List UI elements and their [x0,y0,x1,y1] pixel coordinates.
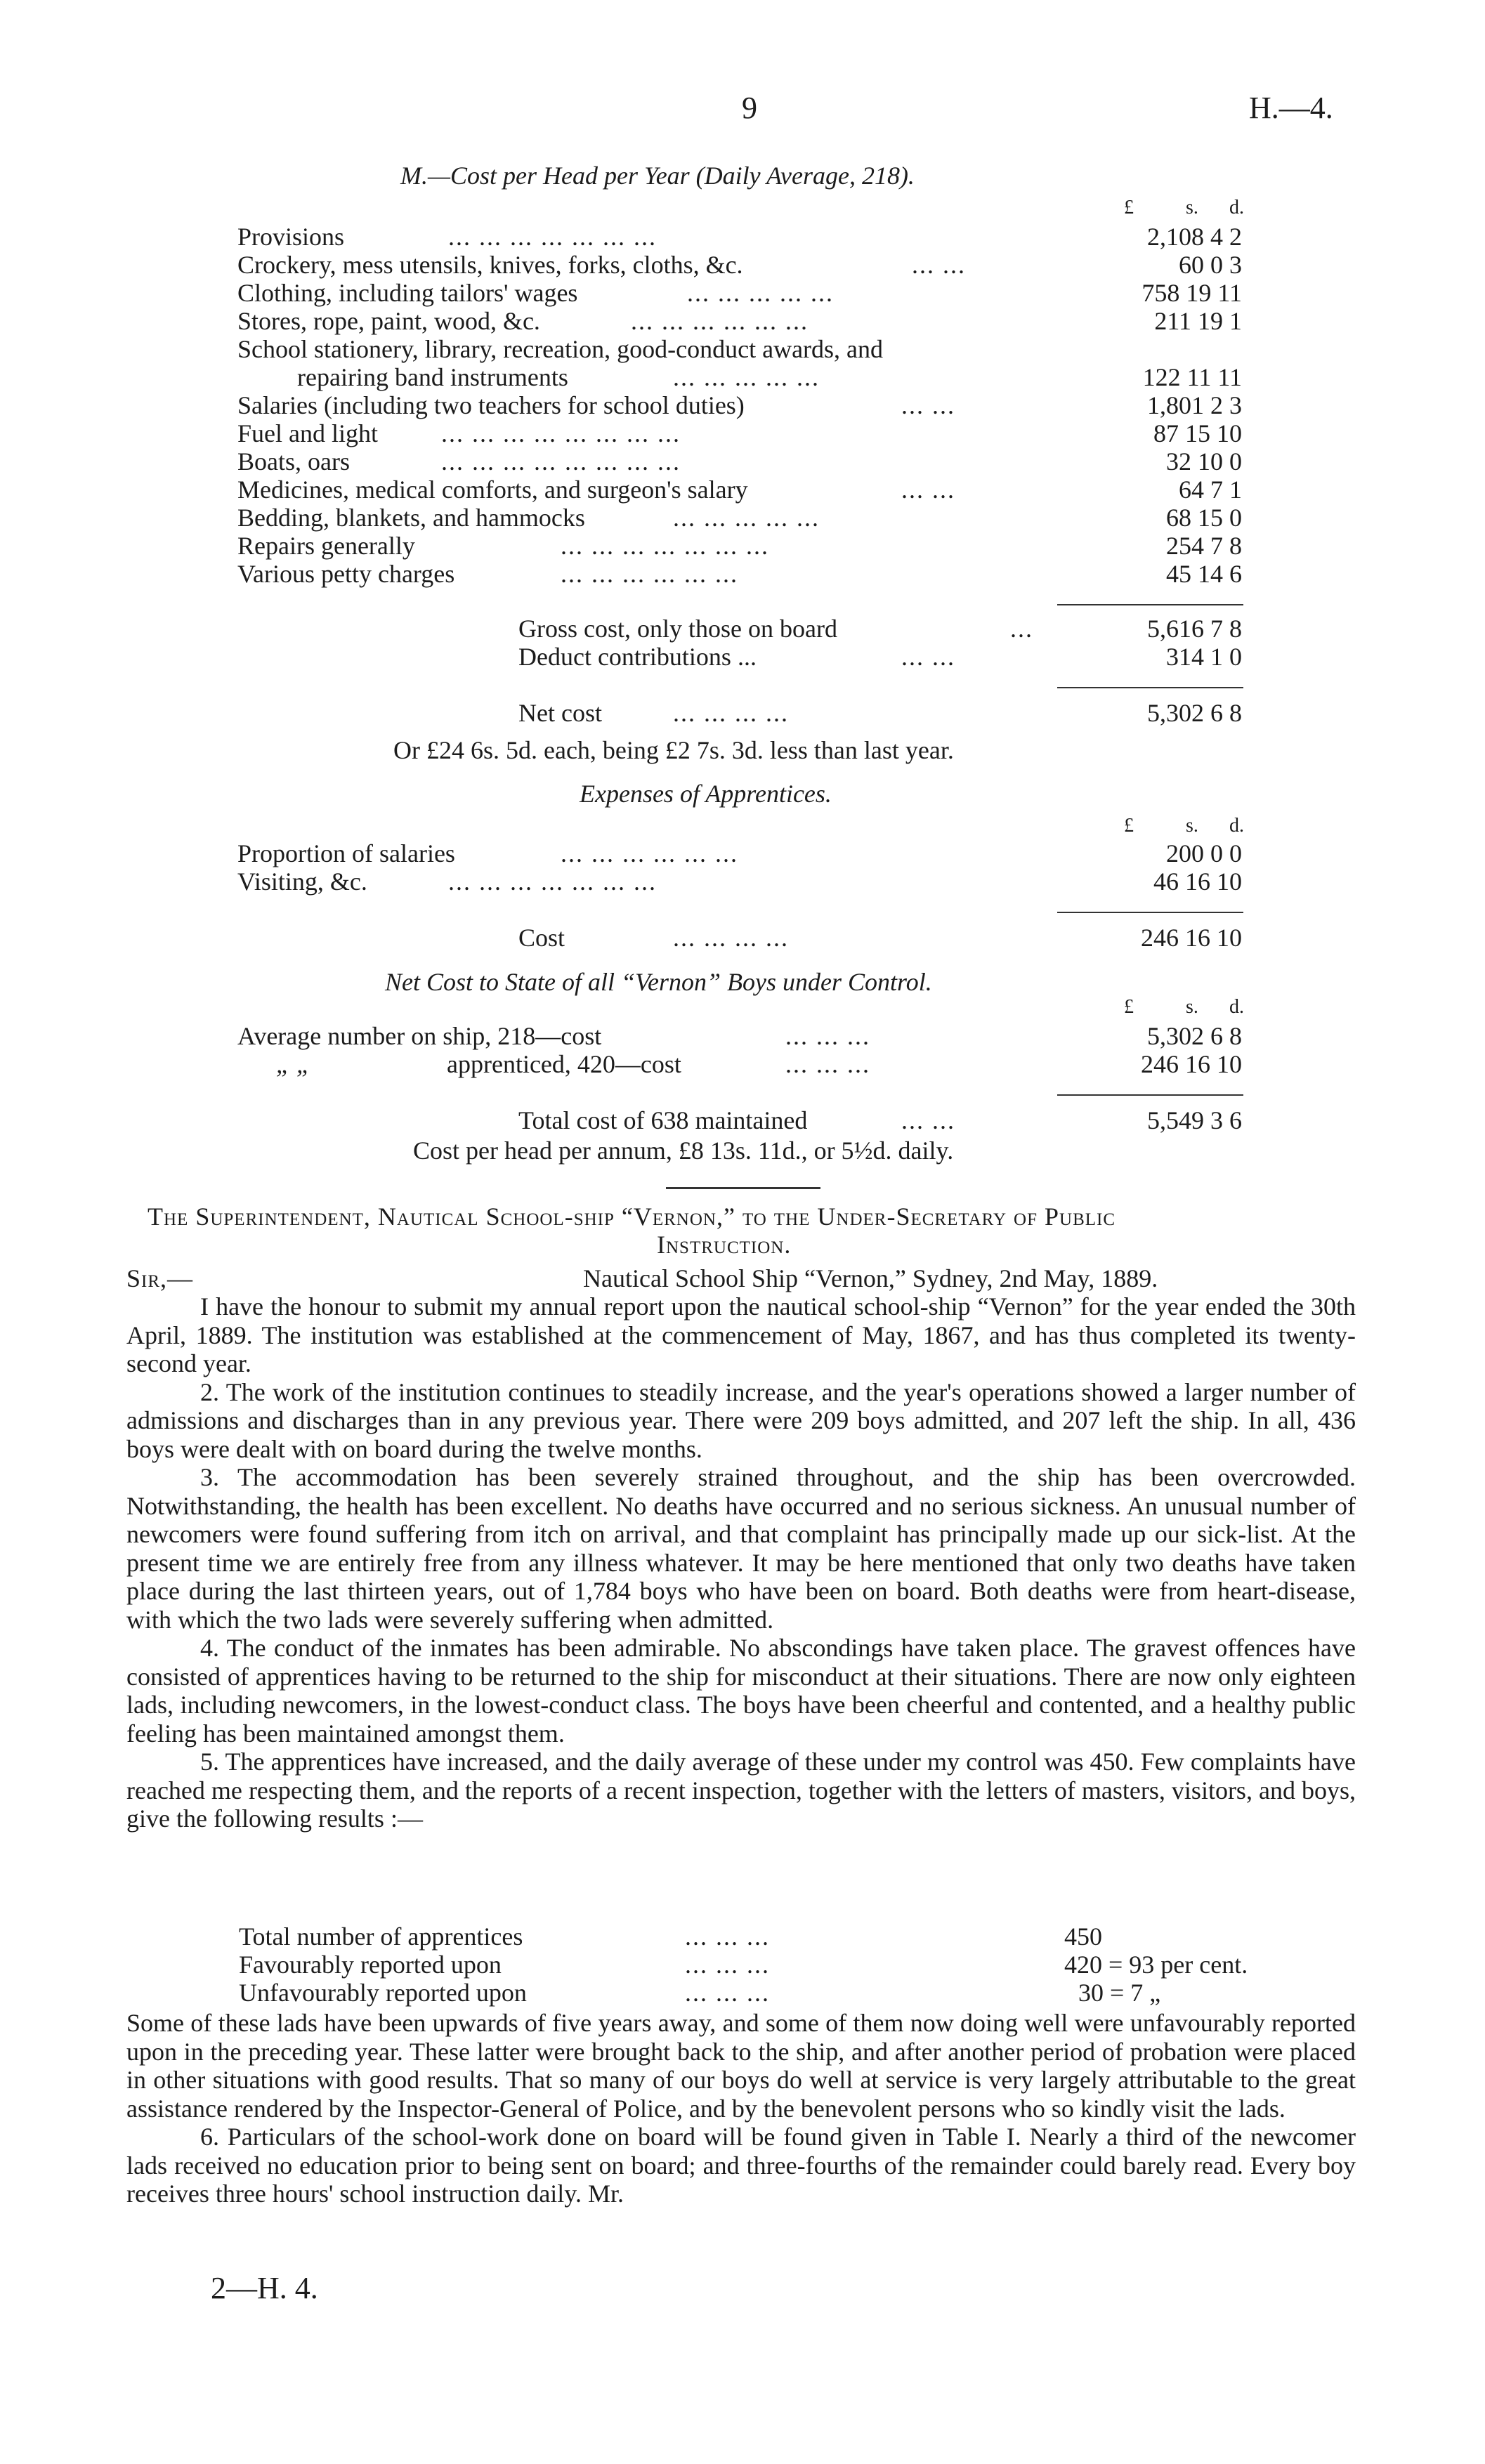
row-amount: 2,108 4 2 [1147,223,1242,251]
table-row [237,1050,1291,1078]
table-row [237,560,1291,588]
result-label: Favourably reported upon [239,1951,502,1979]
row-amount: 246 16 10 [1141,924,1242,952]
row-amount: 32 10 0 [1166,447,1242,476]
paragraph-2: 2. The work of the institution continues to steadily increase, and the year's operations showed a larger number of admissions and discharges than in any previous year. There were 209 boys admitted, and 207 left the ship. In all, 436 boys were dealt with on board during the twelve months. [126,1377,1356,1463]
table-row [237,476,1291,504]
leader-dots: ... ... ... ... ... ... [631,307,809,335]
row-amount: 87 15 10 [1153,419,1242,447]
apprentices-title: Expenses of Apprentices. [580,780,832,808]
table-row [237,839,1291,867]
shilling-header: s. [1186,197,1198,218]
shilling-header: s. [1186,996,1198,1018]
leader-dots: ... ... ... ... ... ... [561,839,738,867]
pence-header: d. [1229,197,1244,218]
pound-header: £ [1124,815,1134,837]
row-amount: 314 1 0 [1166,643,1242,671]
row-amount: 5,616 7 8 [1147,615,1242,643]
row-label: Fuel and light [237,419,378,447]
leader-dots: ... [1010,615,1033,643]
row-label: Deduct contributions ... [518,643,757,671]
row-amount: 1,801 2 3 [1147,391,1242,419]
table-row [237,1022,1291,1050]
net-cost-title: Net Cost to State of all “Vernon” Boys under Control. [385,968,932,996]
letter-heading-continued: Instruction. [657,1231,792,1259]
pound-header: £ [1124,197,1134,218]
cost-table-title: M.—Cost per Head per Year (Daily Average, 218). [400,162,915,190]
sum-rule [1057,1094,1243,1096]
result-value: 450 [1064,1922,1102,1951]
leader-dots: ... ... ... ... ... ... ... [561,532,769,560]
result-value: 30 = 7 „ [1078,1979,1161,2007]
pence-header: d. [1229,996,1244,1018]
row-label: Various petty charges [237,560,455,588]
leader-dots: ... ... ... ... ... ... [561,560,738,588]
paragraph-4: 4. The conduct of the inmates has been admirable. No abscondings have taken place. The gravest offences have consisted of apprentices having to be returned to the ship for misconduct at their situations. There are now only eighteen lads, including newcomers, in the lowest-conduct class. The boys have been cheerful and contented, and a healthy public feeling has been maintained amongst them. [126,1634,1356,1748]
net-cost-row [237,699,1291,727]
leader-dots: ... ... ... [685,1922,770,1951]
leader-dots: ... ... ... ... ... ... ... ... [441,419,681,447]
shilling-header: s. [1186,815,1198,837]
gross-cost-row [237,615,1291,643]
row-amount: 246 16 10 [1141,1050,1242,1078]
row-label: Total cost of 638 maintained [518,1106,808,1134]
total-cost-row [237,1106,1291,1134]
row-label: Clothing, including tailors' wages [237,279,578,307]
page-number: 9 [742,91,757,125]
table-row [237,532,1291,560]
paragraph-5-continued: Some of these lads have been upwards of five years away, and some of them now doing well were unfavourably reported upon in the preceding year. These latter were brought back to the ship, and after another period of probation were placed in other situations with good results. That so many of our boys do well at service is very largely attributable to the great assistance rendered by the Inspector-General of Police, and by the benevolent persons who so kindly visit the lads. [126,2009,1356,2123]
paragraph-3: 3. The accommodation has been severely strained throughout, and the ship has been overcrowded. Notwithstanding, the health has been excellent. No deaths have occurred and no serious sickness. An unusual number of newcomers were found suffering from itch on arrival, and that complaint has principally made up our sick-list. At the present time we are entirely free from any illness whatever. It may be here mentioned that only two deaths have taken place during the last thirteen years, out of 1,784 boys who have been on board. Both deaths were from heart-disease, with which the two lads were severely suffering when admitted. [126,1463,1356,1634]
signature-mark: 2—H. 4. [211,2271,318,2305]
result-label: Unfavourably reported upon [239,1979,527,2007]
row-amount: 200 0 0 [1166,839,1242,867]
leader-dots: ... ... [912,251,966,279]
table-row [237,223,1291,251]
row-label: Proportion of salaries [237,839,455,867]
row-label: Provisions [237,223,345,251]
row-amount: 64 7 1 [1179,476,1242,504]
pence-header: d. [1229,815,1244,837]
leader-dots: ... ... ... ... [673,924,789,952]
letter-body [126,1292,1356,1833]
row-label: repairing band instruments [297,363,568,391]
sum-rule [1057,912,1243,913]
row-label: School stationery, library, recreation, good-conduct awards, and [237,335,884,363]
row-amount: 254 7 8 [1166,532,1242,560]
row-amount: 122 11 11 [1142,363,1242,391]
result-value: 420 = 93 per cent. [1064,1951,1248,1979]
apprentices-total-row [237,924,1291,952]
table-row [237,391,1291,419]
row-label: Net cost [518,699,602,727]
pound-header: £ [1124,996,1134,1018]
document-code: H.—4. [1249,91,1333,125]
table-row [237,307,1291,335]
row-amount: 45 14 6 [1166,560,1242,588]
row-amount: 60 0 3 [1179,251,1242,279]
row-label: Salaries (including two teachers for school duties) [237,391,745,419]
leader-dots: ... ... ... ... ... ... ... [448,867,657,896]
row-amount: 5,302 6 8 [1147,1022,1242,1050]
leader-dots: ... ... [901,1106,955,1134]
row-amount: 5,549 3 6 [1147,1106,1242,1134]
paragraph-5: 5. The apprentices have increased, and the daily average of these under my control was 450. Few complaints have reached me respecting them, and the reports of a recent inspection, together with the letters of masters, visitors, and boys, give the following results :— [126,1748,1356,1833]
leader-dots: ... ... ... ... ... [687,279,834,307]
leader-dots: ... ... ... [785,1050,870,1078]
leader-dots: ... ... ... ... [673,699,789,727]
letter-heading: The Superintendent, Nautical School-ship “Vernon,” to the Under-Secretary of Public [148,1202,1116,1231]
row-amount: 211 19 1 [1154,307,1242,335]
row-amount: 68 15 0 [1166,504,1242,532]
section-divider [666,1187,820,1189]
row-label: Visiting, &c. [237,867,367,896]
cost-per-head-note: Cost per head per annum, £8 13s. 11d., or 5½d. daily. [413,1136,954,1165]
row-label: Boats, oars [237,447,350,476]
table-row [237,279,1291,307]
table-row [237,504,1291,532]
row-label: Gross cost, only those on board [518,615,837,643]
row-label: Crockery, mess utensils, knives, forks, cloths, &c. [237,251,743,279]
leader-dots: ... ... ... ... ... [673,504,820,532]
row-amount: 46 16 10 [1153,867,1242,896]
leader-dots: ... ... ... [785,1022,870,1050]
table-row [237,335,1291,363]
cost-note: Or £24 6s. 5d. each, being £2 7s. 3d. less than last year. [393,736,954,764]
deduct-row [237,643,1291,671]
row-label: Medicines, medical comforts, and surgeon's salary [237,476,748,504]
row-label: Repairs generally [237,532,415,560]
table-row [237,419,1291,447]
leader-dots: ... ... [901,391,955,419]
results-row [239,1951,502,1979]
table-row [237,363,1291,391]
leader-dots: ... ... ... ... ... ... ... [448,223,657,251]
results-row [239,1979,527,2007]
result-label: Total number of apprentices [239,1922,523,1951]
ditto-marks: „ „ [276,1050,311,1078]
row-label: Average number on ship, 218—cost [237,1022,602,1050]
paragraph-6: 6. Particulars of the school-work done on board will be found given in Table I. Nearly a third of the newcomer lads received no education prior to being sent on board; and three-fourths of the remainder could barely read. Every boy receives three hours' school instruction daily. Mr. [126,2123,1356,2208]
row-label: Cost [518,924,565,952]
row-amount: 758 19 11 [1141,279,1242,307]
paragraph-1: I have the honour to submit my annual report upon the nautical school-ship “Vernon” for the year ended the 30th April, 1889. The institution was established at the commencement of May, 1867, and has thus completed its twenty-second year. [126,1292,1356,1377]
row-label: Bedding, blankets, and hammocks [237,504,585,532]
row-label: apprenticed, 420—cost [447,1050,681,1078]
table-row [237,867,1291,896]
leader-dots: ... ... ... ... ... [673,363,820,391]
letter-body-continued [126,2009,1356,2208]
results-row [239,1922,523,1951]
table-row [237,251,1291,279]
table-row [237,447,1291,476]
sum-rule [1057,687,1243,688]
row-amount: 5,302 6 8 [1147,699,1242,727]
leader-dots: ... ... ... ... ... ... ... ... [441,447,681,476]
leader-dots: ... ... ... [685,1979,770,2007]
row-label: Stores, rope, paint, wood, &c. [237,307,540,335]
salutation: Sir,— [126,1264,194,1292]
leader-dots: ... ... ... [685,1951,770,1979]
leader-dots: ... ... [901,643,955,671]
leader-dots: ... ... [901,476,955,504]
letter-address: Nautical School Ship “Vernon,” Sydney, 2nd May, 1889. [583,1264,1158,1292]
sum-rule [1057,604,1243,605]
